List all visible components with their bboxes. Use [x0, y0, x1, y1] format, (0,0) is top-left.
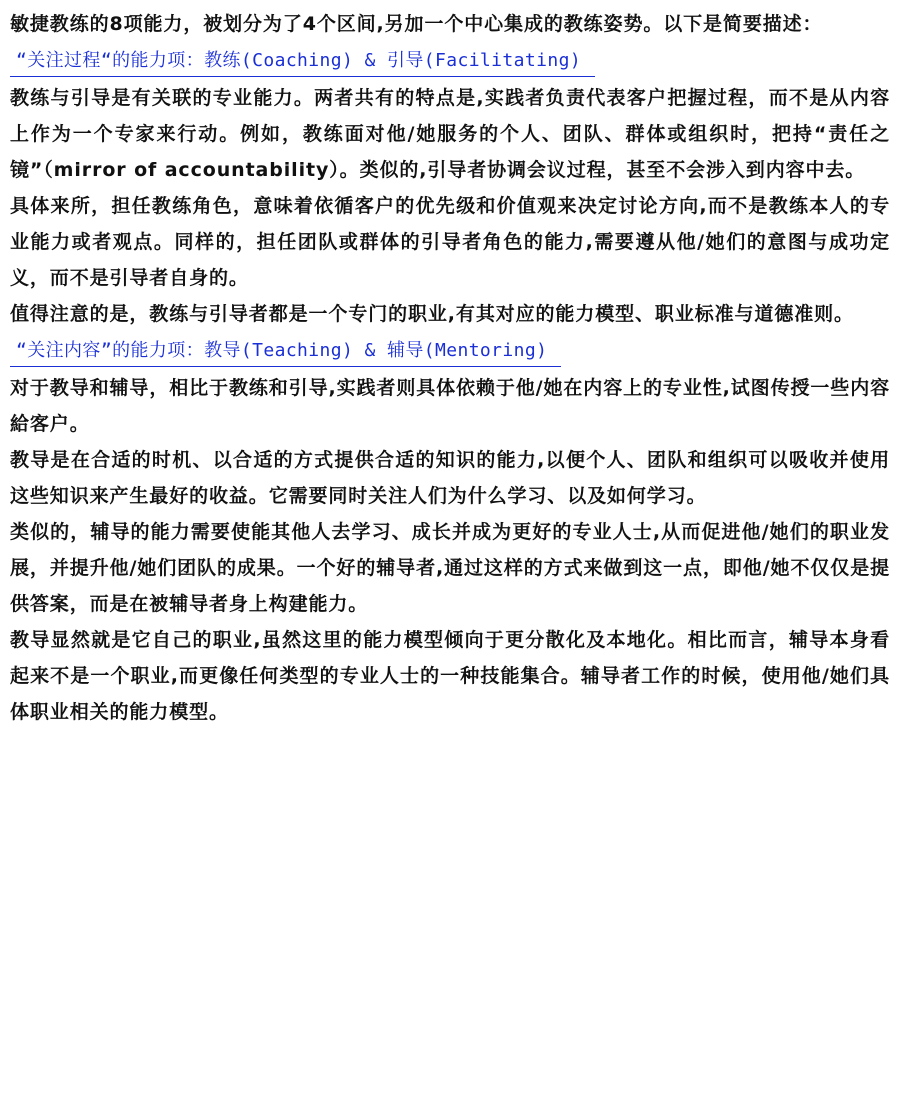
section-content-paragraph-1: 对于教导和辅导，相比于教练和引导,实践者则具体依赖于他/她在内容上的专业性,试图传授一些内容給客户。	[10, 377, 890, 435]
section-content-heading-row	[10, 332, 890, 370]
section-content-heading[interactable]: “关注内容”的能力项：教导(Teaching) & 辅导(Mentoring)	[10, 336, 561, 367]
document-body	[10, 6, 890, 730]
section-content-paragraph-3: 类似的，辅导的能力需要使能其他人去学习、成长并成为更好的专业人士,从而促进他/她们的职业发展，并提升他/她们团队的成果。一个好的辅导者,通过这样的方式来做到这一点，即他/她不仅仅是提供答案，而是在被辅导者身上构建能力。	[10, 521, 890, 615]
section-process-heading-row	[10, 42, 890, 80]
section-process-heading[interactable]: “关注过程“的能力项：教练(Coaching) & 引导(Facilitating)	[10, 46, 595, 77]
section-content-paragraph-2: 教导是在合适的时机、以合适的方式提供合适的知识的能力,以便个人、团队和组织可以吸收并使用这些知识来产生最好的收益。它需要同时关注人们为什么学习、以及如何学习。	[10, 449, 890, 507]
intro-paragraph: 敏捷教练的8项能力，被划分为了4个区间,另加一个中心集成的教练姿势。以下是简要描述：	[10, 13, 823, 35]
section-process-paragraph-3: 值得注意的是，教练与引导者都是一个专门的职业,有其对应的能力模型、职业标准与道德准则。	[10, 303, 854, 325]
section-content-paragraph-4: 教导显然就是它自己的职业,虽然这里的能力模型倾向于更分散化及本地化。相比而言，辅导本身看起来不是一个职业,而更像任何类型的专业人士的一种技能集合。辅导者工作的时候，使用他/她们具体职业相关的能力模型。	[10, 629, 890, 723]
section-process-paragraph-1: 教练与引导是有关联的专业能力。两者共有的特点是,实践者负责代表客户把握过程，而不是从内容上作为一个专家来行动。例如，教练面对他/她服务的个人、团队、群体或组织时，把持“责任之镜”（mirror of accountability）。类似的,引导者协调会议过程，甚至不会涉入到内容中去。	[10, 87, 890, 181]
section-process-paragraph-2: 具体来所，担任教练角色，意味着依循客户的优先级和价值观来决定讨论方向,而不是教练本人的专业能力或者观点。同样的，担任团队或群体的引导者角色的能力,需要遵从他/她们的意图与成功定义，而不是引导者自身的。	[10, 195, 890, 289]
